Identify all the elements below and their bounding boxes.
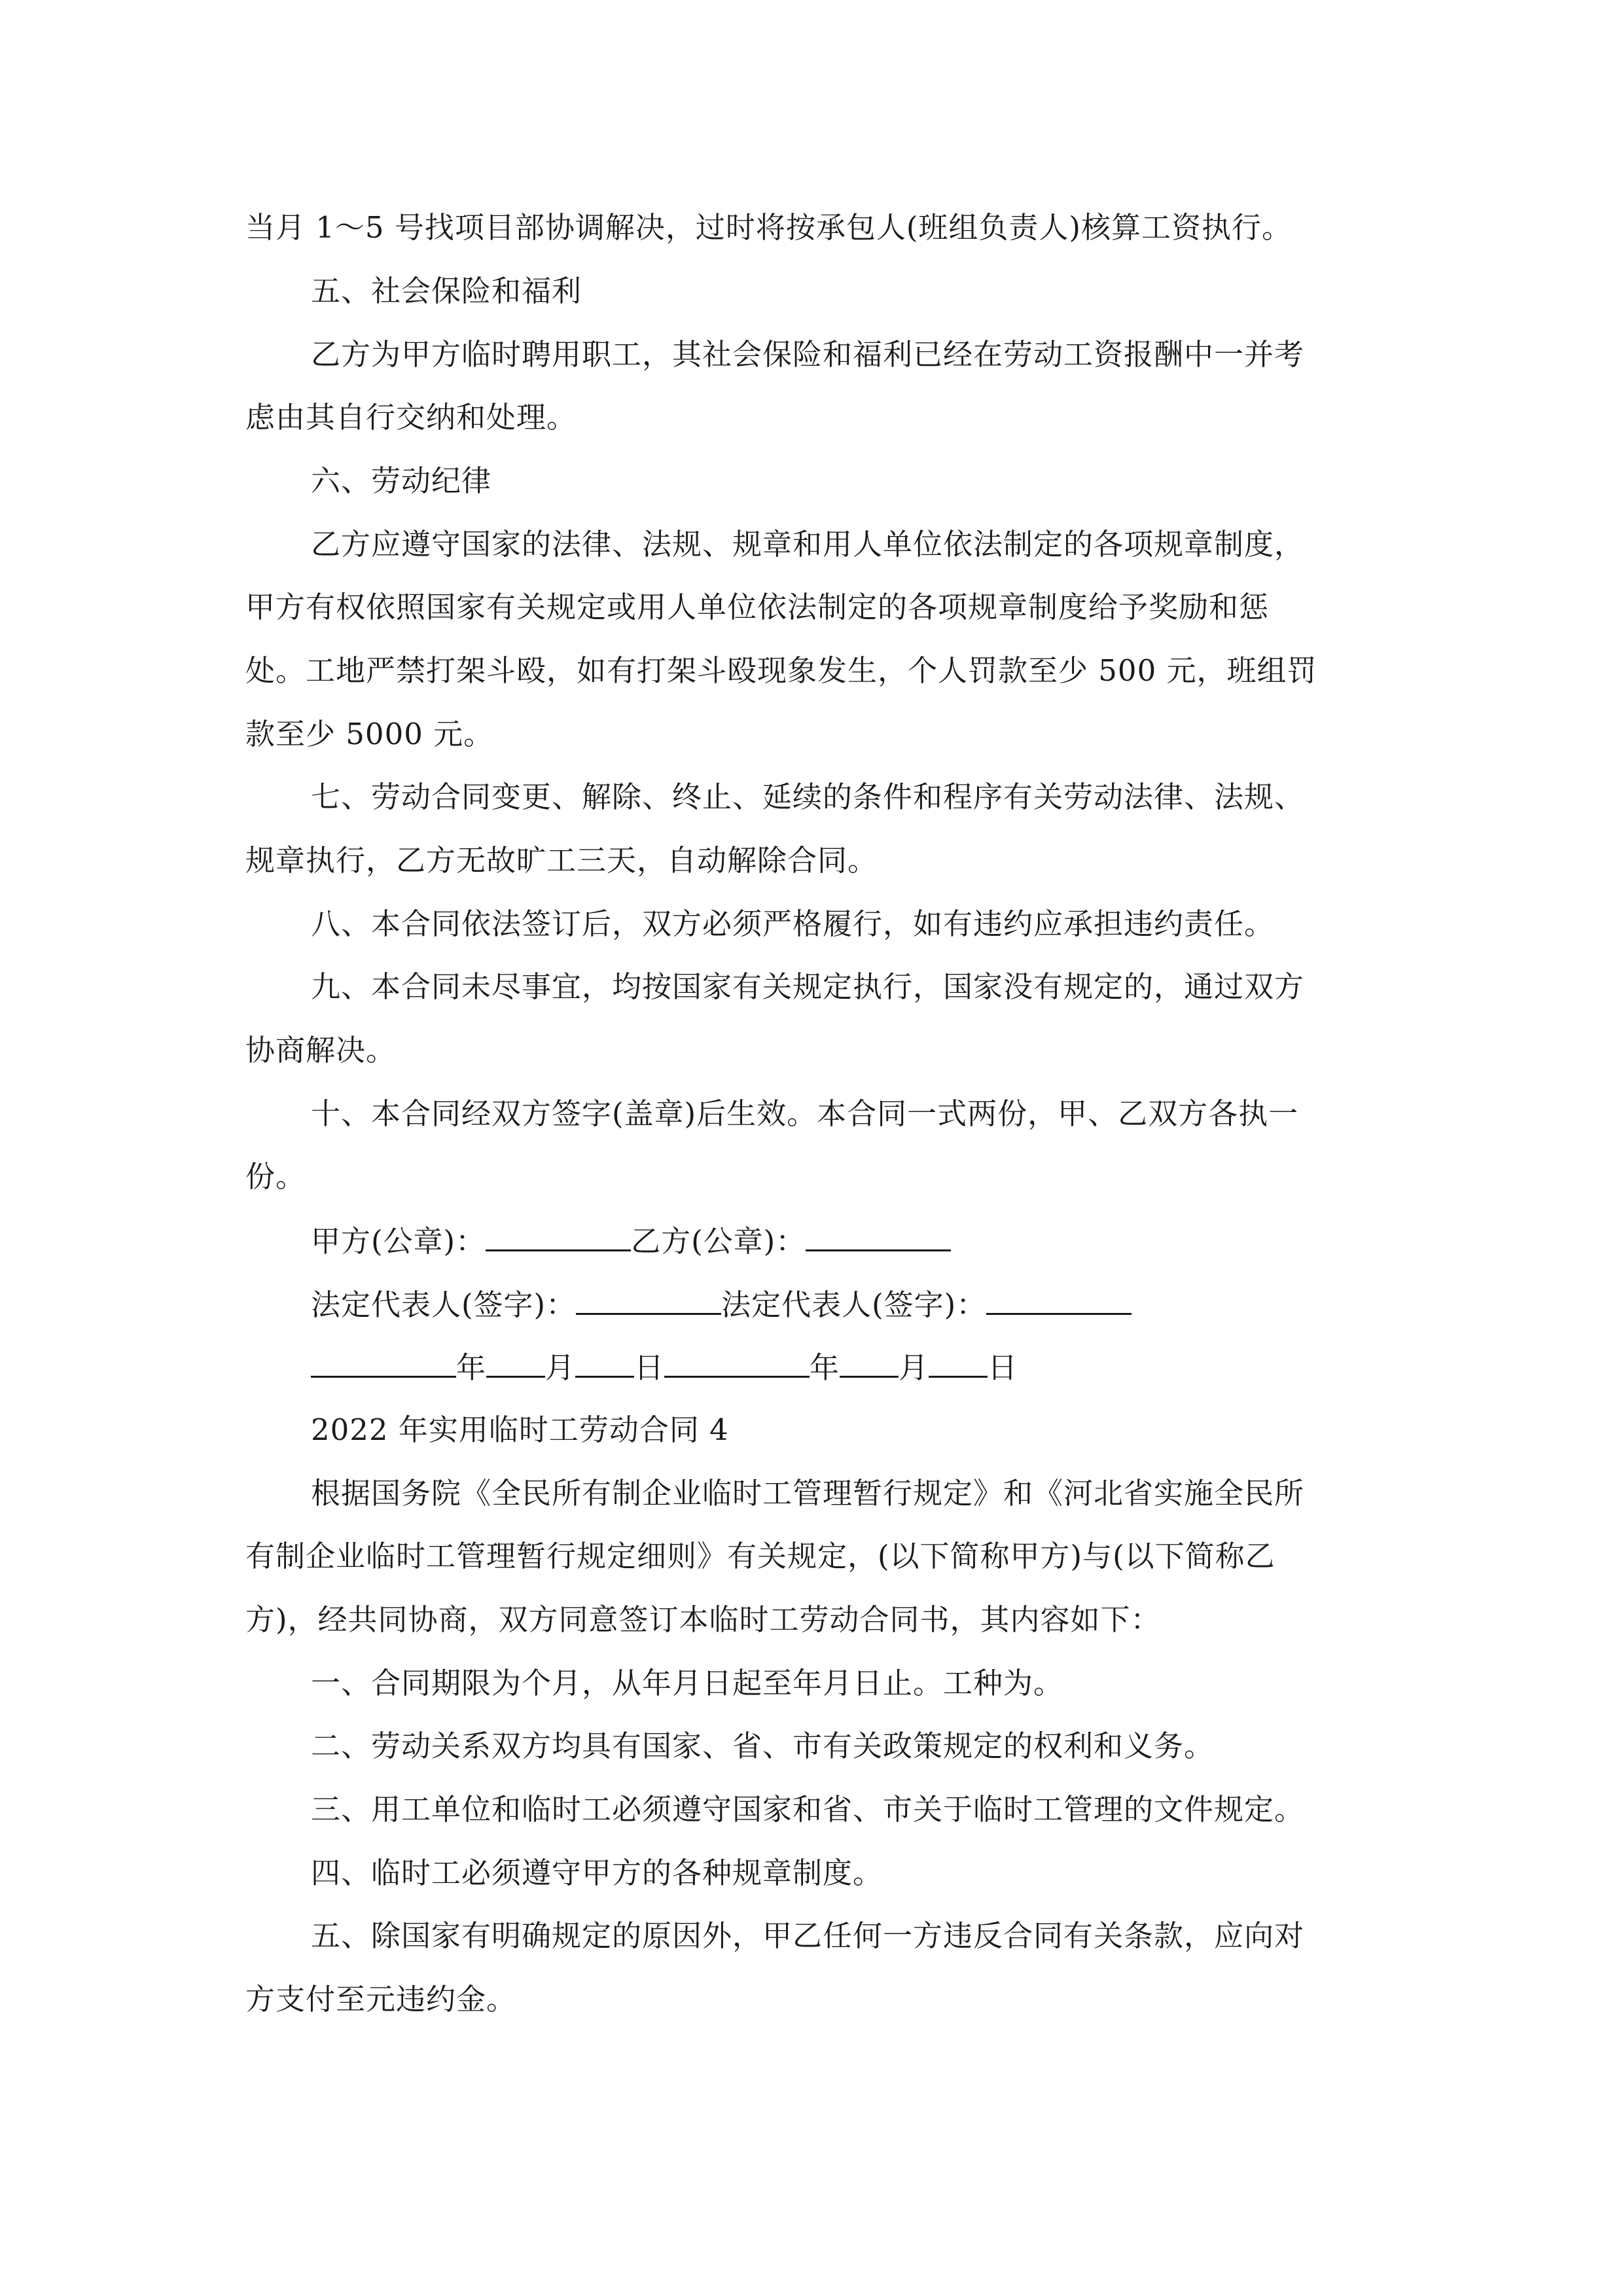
paragraph-line: 处。工地严禁打架斗殴，如有打架斗殴现象发生，个人罚款至少 500 元，班组罚 xyxy=(245,653,1317,688)
year-label: 年 xyxy=(456,1350,487,1385)
paragraph-line: 有制企业临时工管理暂行规定细则》有关规定，(以下简称甲方)与(以下简称乙 xyxy=(245,1539,1275,1573)
party-a-seal-label: 甲方(公章)： xyxy=(311,1224,486,1259)
paragraph-line: 款至少 5000 元。 xyxy=(245,717,494,751)
party-b-seal-label: 乙方(公章)： xyxy=(631,1224,806,1259)
paragraph-line: 虑由其自行交纳和处理。 xyxy=(245,400,577,435)
contract-title: 2022 年实用临时工劳动合同 4 xyxy=(311,1412,729,1447)
paragraph-line: 乙方为甲方临时聘用职工，其社会保险和福利已经在劳动工资报酬中一并考 xyxy=(311,337,1305,372)
date-a-year-blank xyxy=(311,1347,456,1378)
paragraph-line: 方)，经共同协商，双方同意签订本临时工劳动合同书，其内容如下： xyxy=(245,1602,1161,1637)
rep-b-label: 法定代表人(签字)： xyxy=(721,1287,987,1322)
paragraph-line: 七、劳动合同变更、解除、终止、延续的条件和程序有关劳动法律、法规、 xyxy=(311,780,1305,814)
paragraph-line: 五、除国家有明确规定的原因外，甲乙任何一方违反合同有关条款，应向对 xyxy=(311,1918,1305,1953)
day-label: 日 xyxy=(634,1350,665,1385)
paragraph-line: 乙方应遵守国家的法律、法规、规章和用人单位依法制定的各项规章制度， xyxy=(311,527,1305,562)
paragraph-line: 八、本合同依法签订后，双方必须严格履行，如有违约应承担违约责任。 xyxy=(311,906,1275,941)
party-a-seal-blank xyxy=(486,1221,631,1251)
month-label: 月 xyxy=(899,1350,929,1385)
year-label: 年 xyxy=(810,1350,840,1385)
date-row xyxy=(311,1347,1384,1388)
date-b-month-blank xyxy=(840,1347,899,1378)
month-label: 月 xyxy=(545,1350,576,1385)
paragraph-line: 份。 xyxy=(245,1159,306,1194)
date-a-month-blank xyxy=(486,1347,545,1378)
paragraph-line: 十、本合同经双方签字(盖章)后生效。本合同一式两份，甲、乙双方各执一 xyxy=(311,1096,1299,1131)
paragraph-line: 二、劳动关系双方均具有国家、省、市有关政策规定的权利和义务。 xyxy=(311,1729,1215,1763)
party-b-seal-blank xyxy=(806,1221,951,1251)
seal-row xyxy=(311,1221,1384,1261)
paragraph-line: 根据国务院《全民所有制企业临时工管理暂行规定》和《河北省实施全民所 xyxy=(311,1476,1305,1511)
day-label: 日 xyxy=(988,1350,1018,1385)
section-heading: 五、社会保险和福利 xyxy=(311,274,582,308)
rep-a-blank xyxy=(576,1284,721,1315)
paragraph-line: 一、合同期限为个月，从年月日起至年月日止。工种为。 xyxy=(311,1666,1064,1700)
date-a-day-blank xyxy=(575,1347,634,1378)
section-heading: 六、劳动纪律 xyxy=(311,463,492,498)
rep-a-label: 法定代表人(签字)： xyxy=(311,1287,577,1322)
paragraph-line: 当月 1～5 号找项目部协调解决，过时将按承包人(班组负责人)核算工资执行。 xyxy=(245,210,1292,245)
paragraph-line: 四、临时工必须遵守甲方的各种规章制度。 xyxy=(311,1856,883,1890)
paragraph-line: 协商解决。 xyxy=(245,1033,397,1067)
paragraph-line: 方支付至元违约金。 xyxy=(245,1982,517,2017)
paragraph-line: 甲方有权依照国家有关规定或用人单位依法制定的各项规章制度给予奖励和惩 xyxy=(245,590,1270,624)
date-b-day-blank xyxy=(929,1347,988,1378)
date-b-year-blank xyxy=(664,1347,810,1378)
paragraph-line: 九、本合同未尽事宜，均按国家有关规定执行，国家没有规定的，通过双方 xyxy=(311,969,1305,1004)
paragraph-line: 规章执行，乙方无故旷工三天，自动解除合同。 xyxy=(245,843,878,878)
paragraph-line: 三、用工单位和临时工必须遵守国家和省、市关于临时工管理的文件规定。 xyxy=(311,1792,1305,1827)
rep-b-blank xyxy=(986,1284,1132,1315)
representative-row xyxy=(311,1284,1384,1325)
